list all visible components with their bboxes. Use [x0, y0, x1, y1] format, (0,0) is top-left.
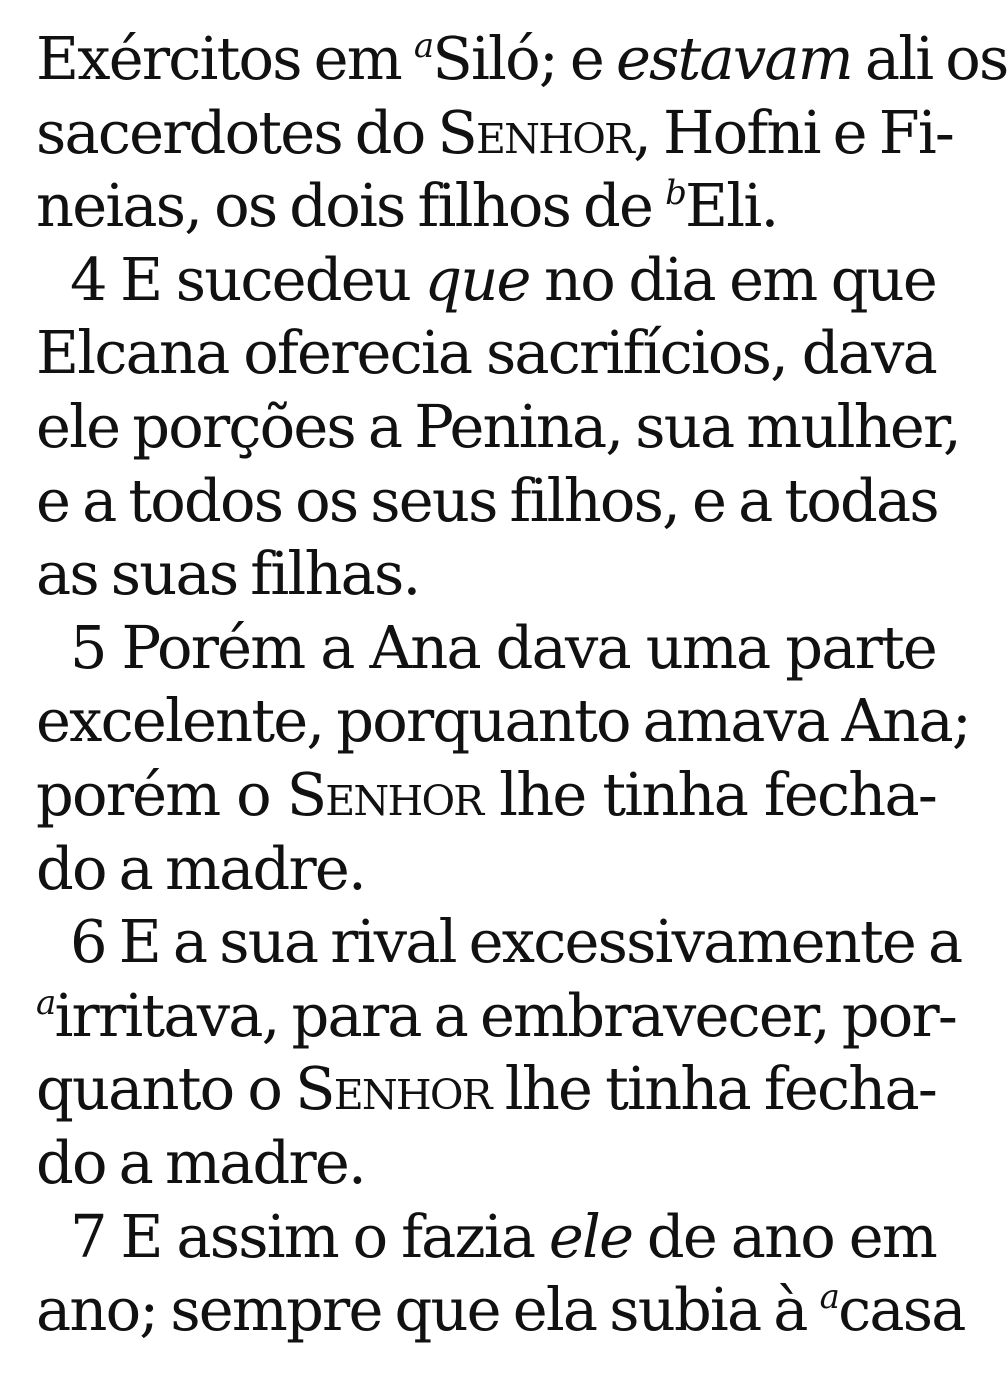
- text-run: ano; sempre que ela subia à: [36, 1275, 820, 1345]
- text-run: Eli.: [685, 171, 778, 241]
- verse-start-line: [36, 1200, 936, 1274]
- text-line: [36, 22, 1008, 96]
- text-run: no dia em que: [529, 244, 936, 314]
- text-line: [36, 390, 960, 464]
- text-run: irritava, para a embravecer, por-: [54, 980, 957, 1050]
- text-line: [36, 169, 936, 243]
- divine-name-small-caps: Senhor: [295, 1054, 491, 1124]
- verse-start-line: [36, 611, 936, 685]
- divine-name-small-caps: Senhor: [286, 759, 483, 829]
- text-run: neias, os dois filhos de: [36, 171, 666, 241]
- text-run: quanto o: [36, 1054, 296, 1124]
- text-run: 4 E sucedeu: [70, 244, 425, 314]
- text-run: Siló; e: [432, 24, 616, 93]
- text-run: e a todos os seus filhos, e a todas: [36, 465, 938, 535]
- text-run: ele porções a Penina, sua mulher,: [36, 391, 960, 461]
- text-run: do a madre.: [36, 833, 365, 903]
- text-line: [36, 1126, 936, 1200]
- text-run: de ano em: [632, 1201, 936, 1271]
- text-run: Elcana oferecia sacrifícios, dava: [36, 318, 936, 388]
- scripture-page: [36, 22, 1008, 1347]
- text-run: 6 E a sua rival excessivamente a: [70, 907, 962, 977]
- text-line: [36, 316, 936, 390]
- text-line: [36, 96, 954, 170]
- text-line: [36, 464, 936, 538]
- italic-word: que: [424, 244, 530, 314]
- divine-name-small-caps: Senhor: [437, 97, 634, 167]
- text-line: [36, 979, 957, 1053]
- text-run: casa: [838, 1275, 965, 1345]
- text-run: lhe tinha fecha-: [490, 1054, 936, 1124]
- text-run: 5 Porém a Ana dava uma parte: [70, 612, 936, 682]
- text-run: ali os: [851, 24, 1008, 93]
- footnote-marker: a: [819, 1277, 839, 1318]
- text-line: [36, 1052, 936, 1126]
- text-run: Exércitos em: [36, 24, 414, 93]
- footnote-marker: a: [36, 982, 55, 1023]
- text-run: excelente, porquanto amava Ana;: [36, 686, 970, 756]
- text-line: [36, 832, 936, 906]
- text-run: , Hofni e Fi-: [633, 97, 954, 167]
- italic-word: estavam: [615, 24, 852, 93]
- footnote-marker: b: [665, 173, 686, 214]
- text-line: [36, 758, 936, 832]
- verse-start-line: [36, 905, 962, 979]
- verse-start-line: [36, 243, 936, 317]
- text-line: [36, 1273, 965, 1347]
- footnote-marker: a: [413, 26, 433, 66]
- text-run: lhe tinha fecha-: [482, 759, 936, 829]
- italic-word: ele: [548, 1201, 633, 1271]
- text-run: as suas filhas.: [36, 539, 420, 609]
- text-run: do a madre.: [36, 1127, 365, 1197]
- text-line: [36, 684, 970, 758]
- text-run: porém o: [36, 759, 287, 829]
- text-line: [36, 537, 936, 611]
- text-run: 7 E assim o fazia: [70, 1201, 549, 1271]
- text-run: sacerdotes do: [36, 97, 438, 167]
